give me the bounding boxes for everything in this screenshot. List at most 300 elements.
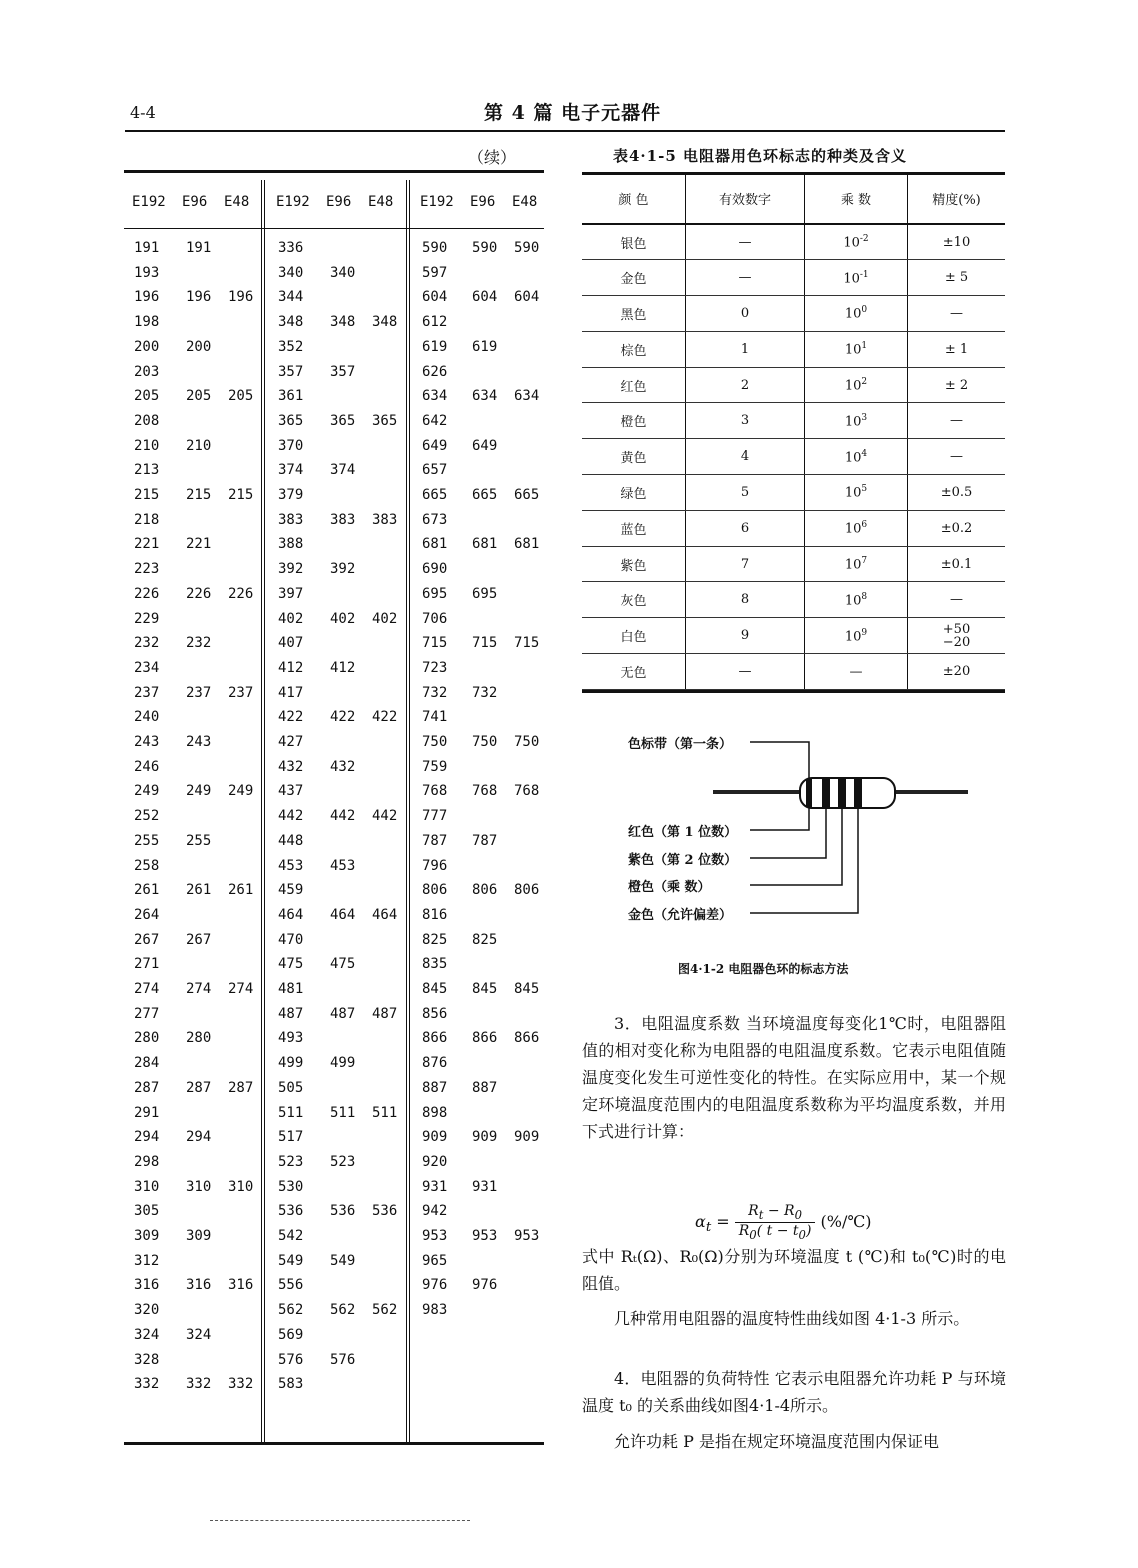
table-row bbox=[582, 546, 1005, 582]
table-cell: 196 bbox=[186, 289, 212, 306]
table-cell: 909 bbox=[422, 1129, 448, 1146]
table-cell: 909 bbox=[472, 1129, 498, 1146]
effective-digit: — bbox=[686, 224, 805, 260]
effective-digit: — bbox=[686, 654, 805, 690]
table-cell: 750 bbox=[514, 734, 540, 750]
table-cell: 226 bbox=[228, 585, 254, 602]
table-cell: 634 bbox=[422, 388, 448, 405]
multiplier-base: 10 bbox=[843, 270, 860, 286]
table-row bbox=[582, 331, 1005, 367]
table-cell: 392 bbox=[330, 561, 356, 578]
table-cell: 205 bbox=[134, 388, 160, 405]
color-band-4 bbox=[854, 779, 862, 807]
table-cell: 392 bbox=[278, 561, 304, 578]
table-cell: 604 bbox=[422, 289, 448, 306]
table-cell: 332 bbox=[186, 1376, 212, 1393]
multiplier bbox=[805, 654, 908, 690]
table-cell: 287 bbox=[228, 1079, 254, 1096]
table-cell: 215 bbox=[186, 487, 212, 503]
table-cell: 348 bbox=[372, 314, 398, 331]
table-header-rule bbox=[124, 228, 544, 229]
table-cell: 274 bbox=[186, 981, 212, 997]
table-cell: 402 bbox=[330, 610, 356, 627]
table-row bbox=[582, 224, 1005, 260]
multiplier-base: 10 bbox=[844, 557, 862, 573]
table-cell: 750 bbox=[472, 734, 498, 750]
table-cell: 294 bbox=[186, 1129, 212, 1146]
table-cell: 723 bbox=[422, 659, 448, 676]
multiplier-base: 10 bbox=[844, 593, 862, 609]
table-cell: 267 bbox=[186, 931, 212, 948]
effective-digit: 7 bbox=[686, 546, 805, 582]
table-cell: 255 bbox=[134, 832, 160, 849]
table-cell: 422 bbox=[278, 709, 304, 726]
multiplier bbox=[805, 331, 908, 367]
table-cell: 542 bbox=[278, 1228, 304, 1244]
tolerance: ±0.1 bbox=[908, 546, 1006, 582]
column-group-divider bbox=[406, 180, 410, 1442]
table-cell: 365 bbox=[278, 412, 304, 429]
table-bottom-rule bbox=[124, 1442, 544, 1445]
table-cell: 576 bbox=[330, 1351, 356, 1368]
color-name: 橙色 bbox=[582, 403, 686, 439]
table-cell: 590 bbox=[422, 240, 448, 256]
resistor-body bbox=[800, 778, 895, 808]
effective-digit: 2 bbox=[686, 367, 805, 403]
table-cell: 898 bbox=[422, 1104, 448, 1121]
table-cell: 437 bbox=[278, 783, 304, 800]
table-cell: 234 bbox=[134, 659, 160, 676]
table-row bbox=[582, 403, 1005, 439]
column-header: E192 bbox=[276, 194, 310, 210]
table-cell: 806 bbox=[472, 882, 498, 899]
table-cell: 284 bbox=[134, 1055, 160, 1072]
color-name: 棕色 bbox=[582, 331, 686, 367]
table-cell: 280 bbox=[134, 1030, 160, 1047]
label-gold: 金色（允许偏差） bbox=[628, 908, 733, 923]
table-cell: 642 bbox=[422, 412, 448, 429]
multiplier bbox=[805, 510, 908, 546]
multiplier-base: 10 bbox=[844, 306, 862, 322]
effective-digit: 1 bbox=[686, 331, 805, 367]
multiplier bbox=[805, 403, 908, 439]
table-cell: 523 bbox=[278, 1153, 304, 1170]
leader-first-band bbox=[750, 742, 809, 778]
header-color: 颜 色 bbox=[582, 174, 686, 224]
table-cell: 619 bbox=[472, 338, 498, 355]
chapter-title: 第 4 篇 电子元器件 bbox=[484, 102, 662, 124]
table-cell: 556 bbox=[278, 1277, 304, 1294]
table-cell: 402 bbox=[278, 610, 304, 627]
table-cell: 357 bbox=[278, 363, 304, 380]
label-first-band: 色标带（第一条） bbox=[628, 737, 733, 752]
table-cell: 274 bbox=[228, 981, 254, 997]
figure-caption: 图4·1-2 电阻器色环的标志方法 bbox=[678, 962, 849, 976]
table-cell: 200 bbox=[186, 338, 212, 355]
table-cell: 365 bbox=[372, 412, 398, 429]
table-cell: 715 bbox=[514, 635, 540, 652]
effective-digit: 0 bbox=[686, 296, 805, 332]
table-cell: 499 bbox=[278, 1055, 304, 1072]
tolerance: — bbox=[908, 403, 1006, 439]
table-cell: 432 bbox=[278, 758, 304, 775]
table-cell: 316 bbox=[134, 1277, 160, 1294]
multiplier-exponent: 4 bbox=[861, 448, 868, 459]
table-cell: 255 bbox=[186, 832, 212, 849]
column-header: E96 bbox=[326, 194, 352, 210]
column-header: E192 bbox=[132, 194, 166, 210]
table-cell: 320 bbox=[134, 1302, 160, 1319]
column-header: E48 bbox=[224, 194, 250, 210]
leader-orange bbox=[750, 808, 842, 885]
table-cell: 312 bbox=[134, 1252, 160, 1269]
table-cell: 787 bbox=[422, 832, 448, 849]
table-cell: 953 bbox=[422, 1228, 448, 1244]
color-table-bottom-rule bbox=[582, 690, 1005, 693]
table-cell: 215 bbox=[134, 487, 160, 503]
table-row bbox=[582, 618, 1005, 654]
table-cell: 493 bbox=[278, 1030, 304, 1047]
table-cell: 287 bbox=[186, 1079, 212, 1096]
table-cell: 294 bbox=[134, 1129, 160, 1146]
table-cell: 246 bbox=[134, 758, 160, 775]
multiplier bbox=[805, 367, 908, 403]
multiplier-exponent: 9 bbox=[861, 627, 868, 638]
table-cell: 706 bbox=[422, 610, 448, 627]
table-cell: 562 bbox=[330, 1302, 356, 1319]
table-cell: 475 bbox=[278, 956, 304, 973]
table-cell: 673 bbox=[422, 511, 448, 528]
table-row bbox=[582, 582, 1005, 618]
effective-digit: — bbox=[686, 260, 805, 296]
formula-unit: (%/℃) bbox=[820, 1211, 872, 1231]
table-cell: 298 bbox=[134, 1153, 160, 1170]
table-cell: 536 bbox=[330, 1203, 356, 1220]
table-cell: 215 bbox=[228, 487, 254, 503]
table-cell: 388 bbox=[278, 536, 304, 553]
table-cell: 208 bbox=[134, 412, 160, 429]
table-cell: 732 bbox=[422, 684, 448, 701]
color-name: 蓝色 bbox=[582, 510, 686, 546]
table-cell: 619 bbox=[422, 338, 448, 355]
table-cell: 741 bbox=[422, 709, 448, 726]
table-cell: 845 bbox=[422, 981, 448, 997]
table-cell: 464 bbox=[372, 906, 398, 923]
color-band-3 bbox=[838, 779, 846, 807]
table-cell: 310 bbox=[134, 1178, 160, 1195]
table-cell: 523 bbox=[330, 1153, 356, 1170]
multiplier-exponent: 1 bbox=[861, 341, 868, 352]
table-cell: 887 bbox=[422, 1079, 448, 1096]
leader-red bbox=[750, 808, 809, 830]
table-cell: 261 bbox=[228, 882, 254, 899]
color-table-title: 表4·1-5 电阻器用色环标志的种类及含义 bbox=[613, 147, 907, 165]
table-cell: 681 bbox=[422, 536, 448, 553]
effective-digit: 9 bbox=[686, 618, 805, 654]
paragraph-where: 式中 Rₜ(Ω)、R₀(Ω)分别为环境温度 t (℃)和 t₀(℃)时的电阻值。 bbox=[582, 1247, 1006, 1293]
header-rule bbox=[125, 130, 1005, 132]
table-cell: 261 bbox=[134, 882, 160, 899]
formula-lhs: α bbox=[695, 1211, 706, 1231]
table-cell: 309 bbox=[134, 1228, 160, 1244]
multiplier-exponent: 8 bbox=[861, 591, 868, 602]
table-cell: 681 bbox=[514, 536, 540, 553]
table-cell: 232 bbox=[186, 635, 212, 652]
table-cell: 412 bbox=[278, 659, 304, 676]
table-cell: 665 bbox=[422, 487, 448, 503]
table-cell: 232 bbox=[134, 635, 160, 652]
table-cell: 221 bbox=[186, 536, 212, 553]
table-cell: 604 bbox=[514, 289, 540, 306]
table-cell: 768 bbox=[514, 783, 540, 800]
formula-fraction bbox=[735, 1203, 816, 1242]
page-number: 4-4 bbox=[130, 103, 156, 122]
table-cell: 657 bbox=[422, 462, 448, 479]
table-cell: 218 bbox=[134, 511, 160, 528]
tolerance: ±20 bbox=[908, 654, 1006, 690]
effective-digit: 8 bbox=[686, 582, 805, 618]
multiplier bbox=[805, 260, 908, 296]
table-cell: 953 bbox=[472, 1228, 498, 1244]
table-cell: 695 bbox=[422, 585, 448, 602]
table-cell: 422 bbox=[372, 709, 398, 726]
table-cell: 267 bbox=[134, 931, 160, 948]
table-cell: 604 bbox=[472, 289, 498, 306]
table-cell: 249 bbox=[134, 783, 160, 800]
paragraph-load-characteristic: 4．电阻器的负荷特性 它表示电阻器允许功耗 P 与环境温度 t₀ 的关系曲线如图4·1-4所示。 bbox=[582, 1369, 1006, 1415]
table-cell: 277 bbox=[134, 1005, 160, 1022]
table-cell: 649 bbox=[422, 437, 448, 454]
table-cell: 768 bbox=[422, 783, 448, 800]
table-row bbox=[582, 260, 1005, 296]
tolerance: +50 −20 bbox=[908, 618, 1006, 654]
resistor-diagram bbox=[600, 720, 1000, 960]
table-cell: 205 bbox=[228, 388, 254, 405]
color-name: 白色 bbox=[582, 618, 686, 654]
table-cell: 274 bbox=[134, 981, 160, 997]
multiplier bbox=[805, 618, 908, 654]
table-row bbox=[582, 439, 1005, 475]
table-cell: 487 bbox=[330, 1005, 356, 1022]
table-cell: 909 bbox=[514, 1129, 540, 1146]
tolerance: ±0.5 bbox=[908, 475, 1006, 511]
table-cell: 732 bbox=[472, 684, 498, 701]
multiplier-base: — bbox=[849, 664, 863, 680]
table-cell: 305 bbox=[134, 1203, 160, 1220]
table-cell: 402 bbox=[372, 610, 398, 627]
table-cell: 715 bbox=[472, 635, 498, 652]
table-cell: 448 bbox=[278, 832, 304, 849]
table-cell: 252 bbox=[134, 808, 160, 825]
multiplier-exponent: -2 bbox=[859, 233, 869, 244]
table-cell: 487 bbox=[278, 1005, 304, 1022]
tolerance: ± 5 bbox=[908, 260, 1006, 296]
table-cell: 237 bbox=[228, 684, 254, 701]
color-name: 灰色 bbox=[582, 582, 686, 618]
multiplier-base: 10 bbox=[843, 235, 860, 251]
table-cell: 340 bbox=[278, 264, 304, 281]
table-cell: 983 bbox=[422, 1302, 448, 1319]
table-cell: 240 bbox=[134, 709, 160, 726]
color-band-1 bbox=[806, 779, 812, 807]
table-cell: 374 bbox=[278, 462, 304, 479]
resistor-figure bbox=[600, 720, 1000, 960]
table-cell: 287 bbox=[134, 1079, 160, 1096]
color-name: 银色 bbox=[582, 224, 686, 260]
table-cell: 427 bbox=[278, 734, 304, 750]
multiplier bbox=[805, 296, 908, 332]
table-cell: 459 bbox=[278, 882, 304, 899]
table-cell: 316 bbox=[186, 1277, 212, 1294]
table-cell: 464 bbox=[330, 906, 356, 923]
table-cell: 442 bbox=[278, 808, 304, 825]
table-cell: 536 bbox=[278, 1203, 304, 1220]
paragraph-temperature-coefficient: 3．电阻温度系数 当环境温度每变化1℃时，电阻器阻值的相对变化称为电阻器的电阻温度系数。它表示电阻值随温度变化发生可逆性变化的特性。在实际应用中，某一个规定环境温度范围内的电阻温度系数称为平均温度系数，并用下式进行计算： bbox=[582, 1014, 1006, 1141]
formula-numerator: $R_t - R_0$ bbox=[735, 1203, 816, 1223]
tolerance: ±0.2 bbox=[908, 510, 1006, 546]
formula-denominator: $R_0$( $t - t_0$) bbox=[738, 1222, 812, 1242]
table-cell: 442 bbox=[372, 808, 398, 825]
table-cell: 612 bbox=[422, 314, 448, 331]
table-cell: 806 bbox=[422, 882, 448, 899]
header-multiplier: 乘 数 bbox=[805, 174, 908, 224]
table-cell: 681 bbox=[472, 536, 498, 553]
effective-digit: 3 bbox=[686, 403, 805, 439]
table-cell: 562 bbox=[372, 1302, 398, 1319]
table-row bbox=[582, 654, 1005, 690]
table-cell: 597 bbox=[422, 264, 448, 281]
table-cell: 229 bbox=[134, 610, 160, 627]
table-cell: 481 bbox=[278, 981, 304, 997]
table-cell: 370 bbox=[278, 437, 304, 454]
multiplier-exponent: 0 bbox=[861, 305, 868, 316]
multiplier bbox=[805, 224, 908, 260]
table-cell: 825 bbox=[422, 931, 448, 948]
table-cell: 196 bbox=[228, 289, 254, 306]
table-cell: 583 bbox=[278, 1376, 304, 1393]
table-cell: 931 bbox=[422, 1178, 448, 1195]
table-cell: 866 bbox=[514, 1030, 540, 1047]
label-orange: 橙色（乘 数） bbox=[628, 880, 711, 895]
table-cell: 348 bbox=[330, 314, 356, 331]
table-cell: 200 bbox=[134, 338, 160, 355]
table-cell: 237 bbox=[186, 684, 212, 701]
table-row bbox=[582, 296, 1005, 332]
tolerance: ± 2 bbox=[908, 367, 1006, 403]
table-cell: 475 bbox=[330, 956, 356, 973]
color-name: 绿色 bbox=[582, 475, 686, 511]
table-cell: 530 bbox=[278, 1178, 304, 1195]
table-cell: 845 bbox=[514, 981, 540, 997]
table-cell: 203 bbox=[134, 363, 160, 380]
table-cell: 665 bbox=[514, 487, 540, 503]
table-cell: 336 bbox=[278, 240, 304, 256]
table-cell: 193 bbox=[134, 264, 160, 281]
table-cell: 365 bbox=[330, 412, 356, 429]
table-cell: 226 bbox=[186, 585, 212, 602]
paragraph-allowed-power: 允许功耗 P 是指在规定环境温度范围内保证电 bbox=[614, 1432, 939, 1451]
table-cell: 344 bbox=[278, 289, 304, 306]
table-top-rule bbox=[124, 170, 544, 173]
table-cell: 243 bbox=[186, 734, 212, 750]
table-cell: 309 bbox=[186, 1228, 212, 1244]
color-code-table bbox=[582, 174, 1005, 690]
table-cell: 210 bbox=[134, 437, 160, 454]
table-cell: 976 bbox=[472, 1277, 498, 1294]
table-cell: 407 bbox=[278, 635, 304, 652]
formula-lhs-sub: t bbox=[705, 1219, 712, 1235]
table-cell: 249 bbox=[186, 783, 212, 800]
table-cell: 348 bbox=[278, 314, 304, 331]
table-cell: 432 bbox=[330, 758, 356, 775]
continued-label: （续） bbox=[468, 148, 517, 167]
table-cell: 768 bbox=[472, 783, 498, 800]
color-table-body bbox=[582, 224, 1005, 689]
table-cell: 517 bbox=[278, 1129, 304, 1146]
multiplier bbox=[805, 475, 908, 511]
paragraph-curves-ref: 几种常用电阻器的温度特性曲线如图 4·1-3 所示。 bbox=[614, 1309, 970, 1328]
table-cell: 374 bbox=[330, 462, 356, 479]
table-cell: 759 bbox=[422, 758, 448, 775]
table-header-row bbox=[582, 174, 1005, 224]
table-cell: 332 bbox=[228, 1376, 254, 1393]
multiplier bbox=[805, 439, 908, 475]
table-cell: 887 bbox=[472, 1079, 498, 1096]
table-cell: 536 bbox=[372, 1203, 398, 1220]
table-cell: 931 bbox=[472, 1178, 498, 1195]
multiplier-exponent: 7 bbox=[861, 555, 868, 566]
header-digit: 有效数字 bbox=[686, 174, 805, 224]
table-cell: 715 bbox=[422, 635, 448, 652]
table-cell: 845 bbox=[472, 981, 498, 997]
table-cell: 442 bbox=[330, 808, 356, 825]
color-name: 黄色 bbox=[582, 439, 686, 475]
table-cell: 198 bbox=[134, 314, 160, 331]
multiplier-base: 10 bbox=[844, 378, 862, 394]
color-name: 红色 bbox=[582, 367, 686, 403]
multiplier bbox=[805, 582, 908, 618]
effective-digit: 6 bbox=[686, 510, 805, 546]
table-cell: 953 bbox=[514, 1228, 540, 1244]
e-series-table bbox=[124, 170, 544, 1444]
table-cell: 796 bbox=[422, 857, 448, 874]
table-cell: 665 bbox=[472, 487, 498, 503]
table-cell: 383 bbox=[278, 511, 304, 528]
table-cell: 213 bbox=[134, 462, 160, 479]
table-cell: 649 bbox=[472, 437, 498, 454]
formula: $\alpha_t$ = $\frac{R_t - R_0}{R_0( t - t_0)}$ (%/℃) bbox=[695, 1203, 872, 1242]
table-cell: 965 bbox=[422, 1252, 448, 1269]
table-cell: 695 bbox=[472, 585, 498, 602]
table-cell: 357 bbox=[330, 363, 356, 380]
table-cell: 191 bbox=[186, 240, 212, 256]
table-cell: 417 bbox=[278, 684, 304, 701]
table-cell: 750 bbox=[422, 734, 448, 750]
color-name: 黑色 bbox=[582, 296, 686, 332]
multiplier bbox=[805, 546, 908, 582]
effective-digit: 5 bbox=[686, 475, 805, 511]
table-cell: 237 bbox=[134, 684, 160, 701]
multiplier-base: 10 bbox=[844, 449, 862, 465]
table-cell: 590 bbox=[472, 240, 498, 256]
table-cell: 777 bbox=[422, 808, 448, 825]
table-cell: 352 bbox=[278, 338, 304, 355]
leader-purple bbox=[750, 808, 826, 858]
table-cell: 576 bbox=[278, 1351, 304, 1368]
table-cell: 866 bbox=[472, 1030, 498, 1047]
table-cell: 549 bbox=[330, 1252, 356, 1269]
label-red: 红色（第 1 位数） bbox=[628, 825, 738, 840]
